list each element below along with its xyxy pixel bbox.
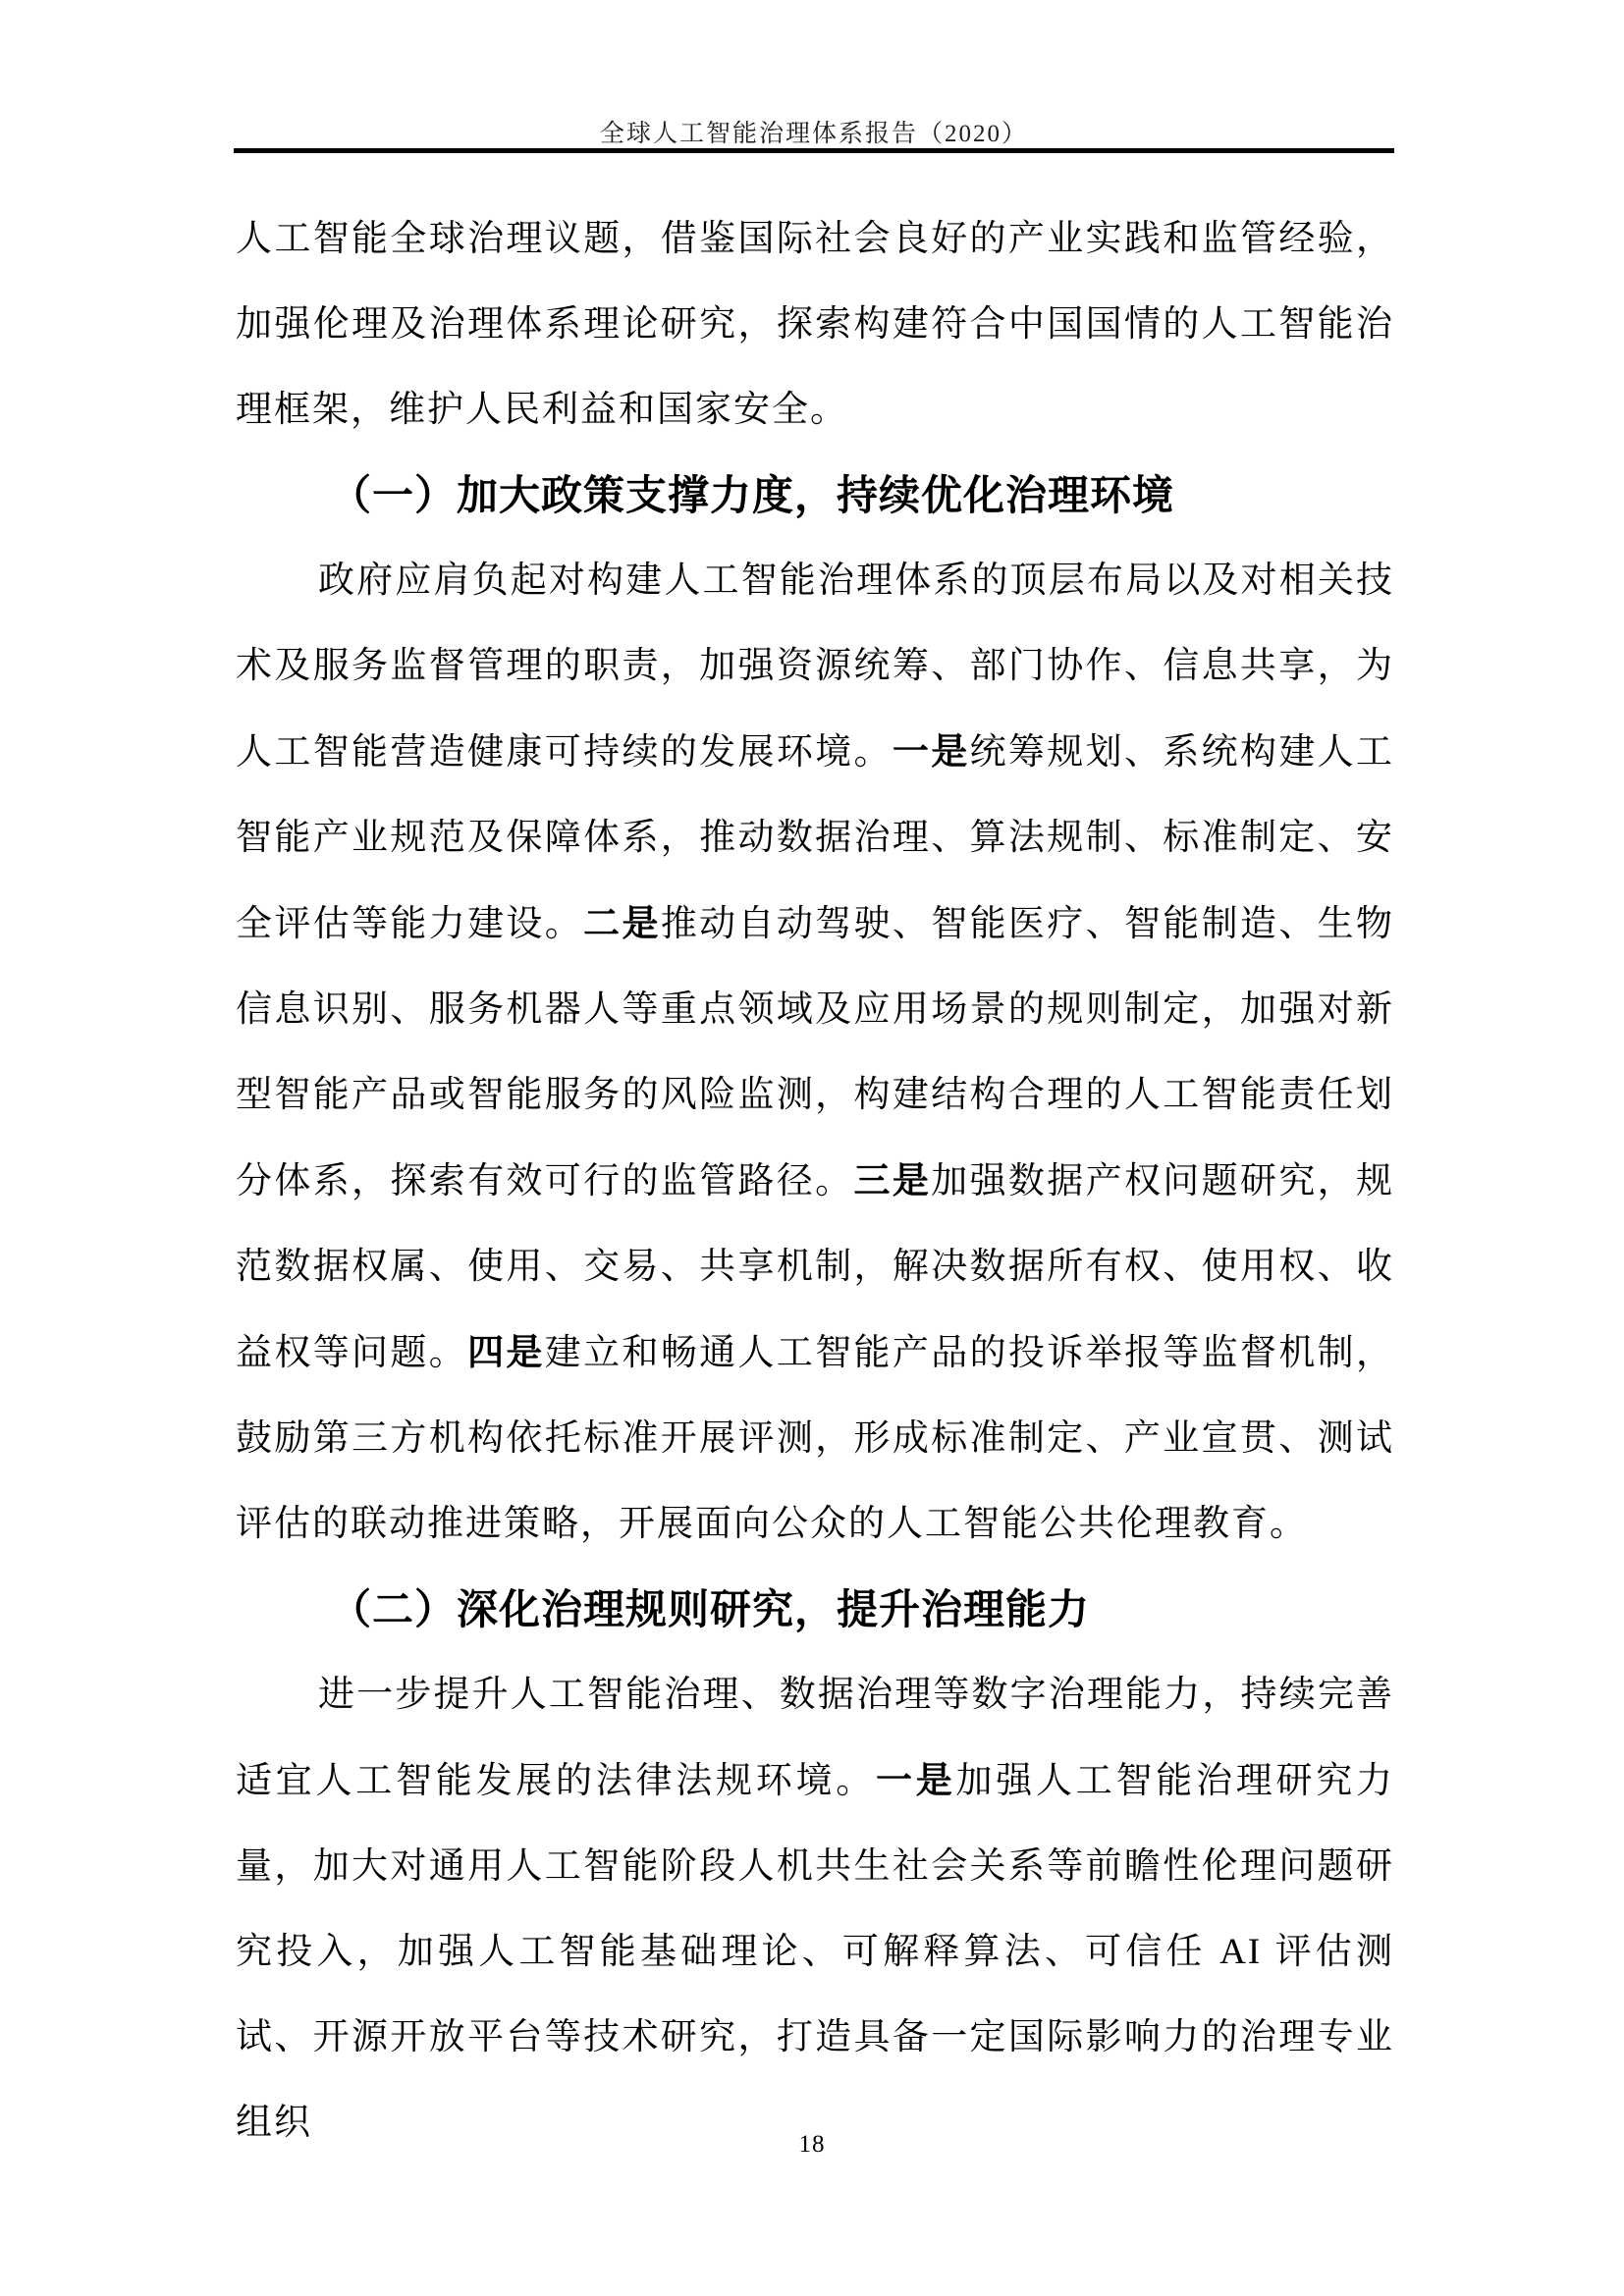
page-body [236, 196, 1394, 2165]
section-1-run: 建立和畅通人工智能产品的投诉举报等监督机制，鼓励第三方机构依托标准开展评测，形成标准制定、产业宣贯、测试评估的联动推进策略，开展面向公众的人工智能公共伦理教育。 [236, 1333, 1395, 1544]
section-2-run: 进一步提升人工智能治理、数据治理等数字治理能力，持续完善适宜人工智能发展的法律法规环境。 [236, 1675, 1394, 1801]
intro-text: 人工智能全球治理议题，借鉴国际社会良好的产业实践和监管经验，加强伦理及治理体系理论研究，探索构建符合中国国情的人工智能治理框架，维护人民利益和国家安全。 [236, 219, 1394, 430]
section-2-paragraph [236, 1652, 1394, 2165]
section-2-run: 加强人工智能治理研究力量，加大对通用人工智能阶段人机共生社会关系等前瞻性伦理问题研究投入，加强人工智能基础理论、可解释算法、可信任 AI 评估测试、开源开放平台等技术研究，打造具备一定国际影响力的治理专业组织 [236, 1761, 1394, 2143]
section-1-run: 政府应肩负起对构建人工智能治理体系的顶层布局以及对相关技术及服务监督管理的职责，加强资源统筹、部门协作、信息共享，为人工智能营造健康可持续的发展环境。 [236, 561, 1394, 773]
section-1-run: 统筹规划、系统构建人工智能产业规范及保障体系，推动数据治理、算法规制、标准制定、安全评估等能力建设。 [236, 732, 1395, 944]
section-1-run: 推动自动驾驶、智能医疗、智能制造、生物信息识别、服务机器人等重点领域及应用场景的规则制定，加强对新型智能产品或智能服务的风险监测，构建结构合理的人工智能责任划分体系，探索有效可行的监管路径。 [236, 904, 1395, 1201]
section-1-run-emphasis: 四是 [467, 1332, 545, 1372]
section-1-run-emphasis: 一是 [892, 731, 970, 772]
section-1-heading: （一）加大政策支撑力度，持续优化治理环境 [330, 472, 1175, 518]
section-1-run-emphasis: 三是 [853, 1160, 932, 1201]
running-head-title: 全球人工智能治理体系报告（2020） [599, 121, 1028, 147]
header-rule [234, 148, 1394, 153]
section-1-run: 加强数据产权问题研究，规范数据权属、使用、交易、共享机制，解决数据所有权、使用权、收益权等问题。 [236, 1161, 1395, 1373]
section-2-run-emphasis: 一是 [876, 1760, 956, 1800]
section-1-run-emphasis: 二是 [583, 903, 661, 943]
intro-paragraph [236, 196, 1394, 453]
section-1-paragraph [236, 538, 1394, 1567]
page-number: 18 [798, 2131, 826, 2158]
section-2-heading: （二）深化治理规则研究，提升治理能力 [330, 1586, 1091, 1632]
